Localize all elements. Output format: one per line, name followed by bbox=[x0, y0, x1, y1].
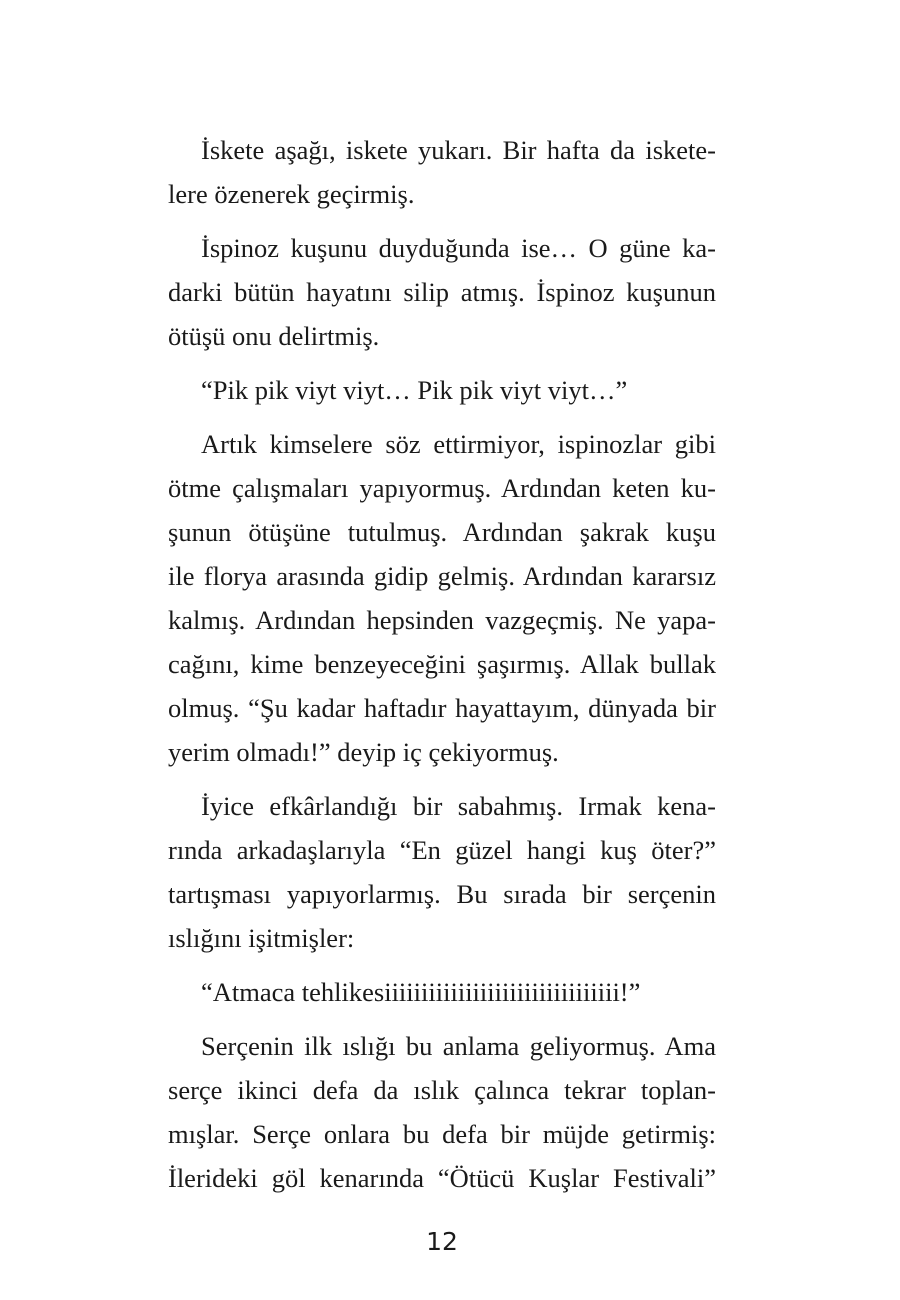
text-line: yerim olmadı!” deyip iç çekiyormuş. bbox=[168, 737, 559, 767]
text-line: İspinoz kuşunu duyduğunda ise… O güne ka- bbox=[201, 233, 716, 263]
paragraph bbox=[168, 784, 716, 960]
text-line: serçe ikinci defa da ıslık çalınca tekrar toplan- bbox=[168, 1075, 716, 1105]
paragraph bbox=[168, 368, 716, 412]
text-line: İlerideki göl kenarında “Ötücü Kuşlar Festivali” bbox=[168, 1163, 716, 1193]
text-line: şunun ötüşüne tutulmuş. Ardından şakrak kuşu bbox=[168, 517, 716, 547]
text-line: mışlar. Serçe onlara bu defa bir müjde getirmiş: bbox=[168, 1119, 716, 1149]
text-line: Serçenin ilk ıslığı bu anlama geliyormuş. Ama bbox=[201, 1031, 716, 1061]
text-line: darki bütün hayatını silip atmış. İspinoz kuşunun bbox=[168, 277, 716, 307]
text-line: tartışması yapıyorlarmış. Bu sırada bir serçenin bbox=[168, 879, 716, 909]
paragraph bbox=[168, 970, 716, 1014]
text-line: cağını, kime benzeyeceğini şaşırmış. Allak bullak bbox=[168, 649, 716, 679]
text-line: Artık kimselere söz ettirmiyor, ispinozlar gibi bbox=[201, 429, 716, 459]
text-line: ile florya arasında gidip gelmiş. Ardından kararsız bbox=[168, 561, 716, 591]
paragraph bbox=[168, 128, 716, 216]
text-line: ötüşü onu delirtmiş. bbox=[168, 321, 380, 351]
text-line: lere özenerek geçirmiş. bbox=[168, 179, 415, 209]
text-line: İskete aşağı, iskete yukarı. Bir hafta da iskete- bbox=[201, 135, 716, 165]
text-line: kalmış. Ardından hepsinden vazgeçmiş. Ne yapa- bbox=[168, 605, 716, 635]
text-line: “Atmaca tehlikesiiiiiiiiiiiiiiiiiiiiiiiiiiiiiiii!” bbox=[201, 977, 641, 1007]
text-line: İyice efkârlandığı bir sabahmış. Irmak kena- bbox=[201, 791, 716, 821]
paragraph bbox=[168, 226, 716, 358]
page-number: 12 bbox=[426, 1227, 458, 1256]
paragraph bbox=[168, 1024, 716, 1200]
text-line: ıslığını işitmişler: bbox=[168, 923, 355, 953]
page-body bbox=[168, 128, 716, 1210]
text-line: rında arkadaşlarıyla “En güzel hangi kuş öter?” bbox=[168, 835, 716, 865]
text-line: olmuş. “Şu kadar haftadır hayattayım, dünyada bir bbox=[168, 693, 716, 723]
paragraph bbox=[168, 422, 716, 774]
text-line: “Pik pik viyt viyt… Pik pik viyt viyt…” bbox=[201, 375, 628, 405]
text-line: ötme çalışmaları yapıyormuş. Ardından keten ku- bbox=[168, 473, 716, 503]
